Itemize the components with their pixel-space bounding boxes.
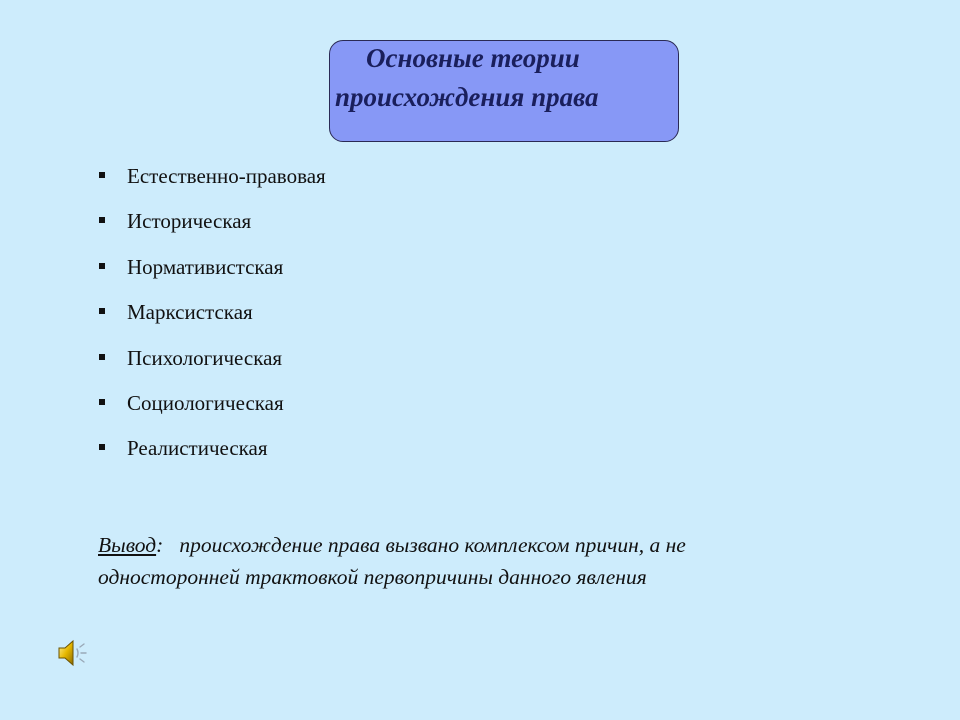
square-bullet-icon: [99, 399, 105, 405]
list-item-label: Нормативистская: [127, 254, 284, 279]
conclusion: [98, 529, 898, 593]
title-line-1: Основные теории: [366, 43, 580, 73]
list-item-label: Реалистическая: [127, 436, 268, 461]
square-bullet-icon: [99, 172, 105, 178]
conclusion-line-1: [98, 529, 898, 561]
square-bullet-icon: [99, 444, 105, 450]
list-item-label: Марксистская: [127, 300, 253, 325]
square-bullet-icon: [99, 217, 105, 223]
list-item-label: Социологическая: [127, 390, 284, 415]
list-item-label: Психологическая: [127, 345, 283, 370]
conclusion-text-2: односторонней трактовкой первопричины данного явления: [98, 565, 647, 589]
square-bullet-icon: [99, 354, 105, 360]
conclusion-label: Вывод: [98, 533, 157, 557]
list-item-label: Историческая: [127, 209, 252, 234]
speaker-icon[interactable]: [56, 638, 90, 668]
conclusion-colon: :: [156, 533, 164, 557]
list-item-label: Естественно-правовая: [127, 164, 326, 188]
square-bullet-icon: [99, 308, 105, 314]
title-box: [329, 40, 679, 142]
conclusion-text-1: происхождение права вызвано комплексом причин, а не: [179, 533, 686, 557]
title-line-2: происхождения права: [335, 82, 599, 112]
square-bullet-icon: [99, 263, 105, 269]
